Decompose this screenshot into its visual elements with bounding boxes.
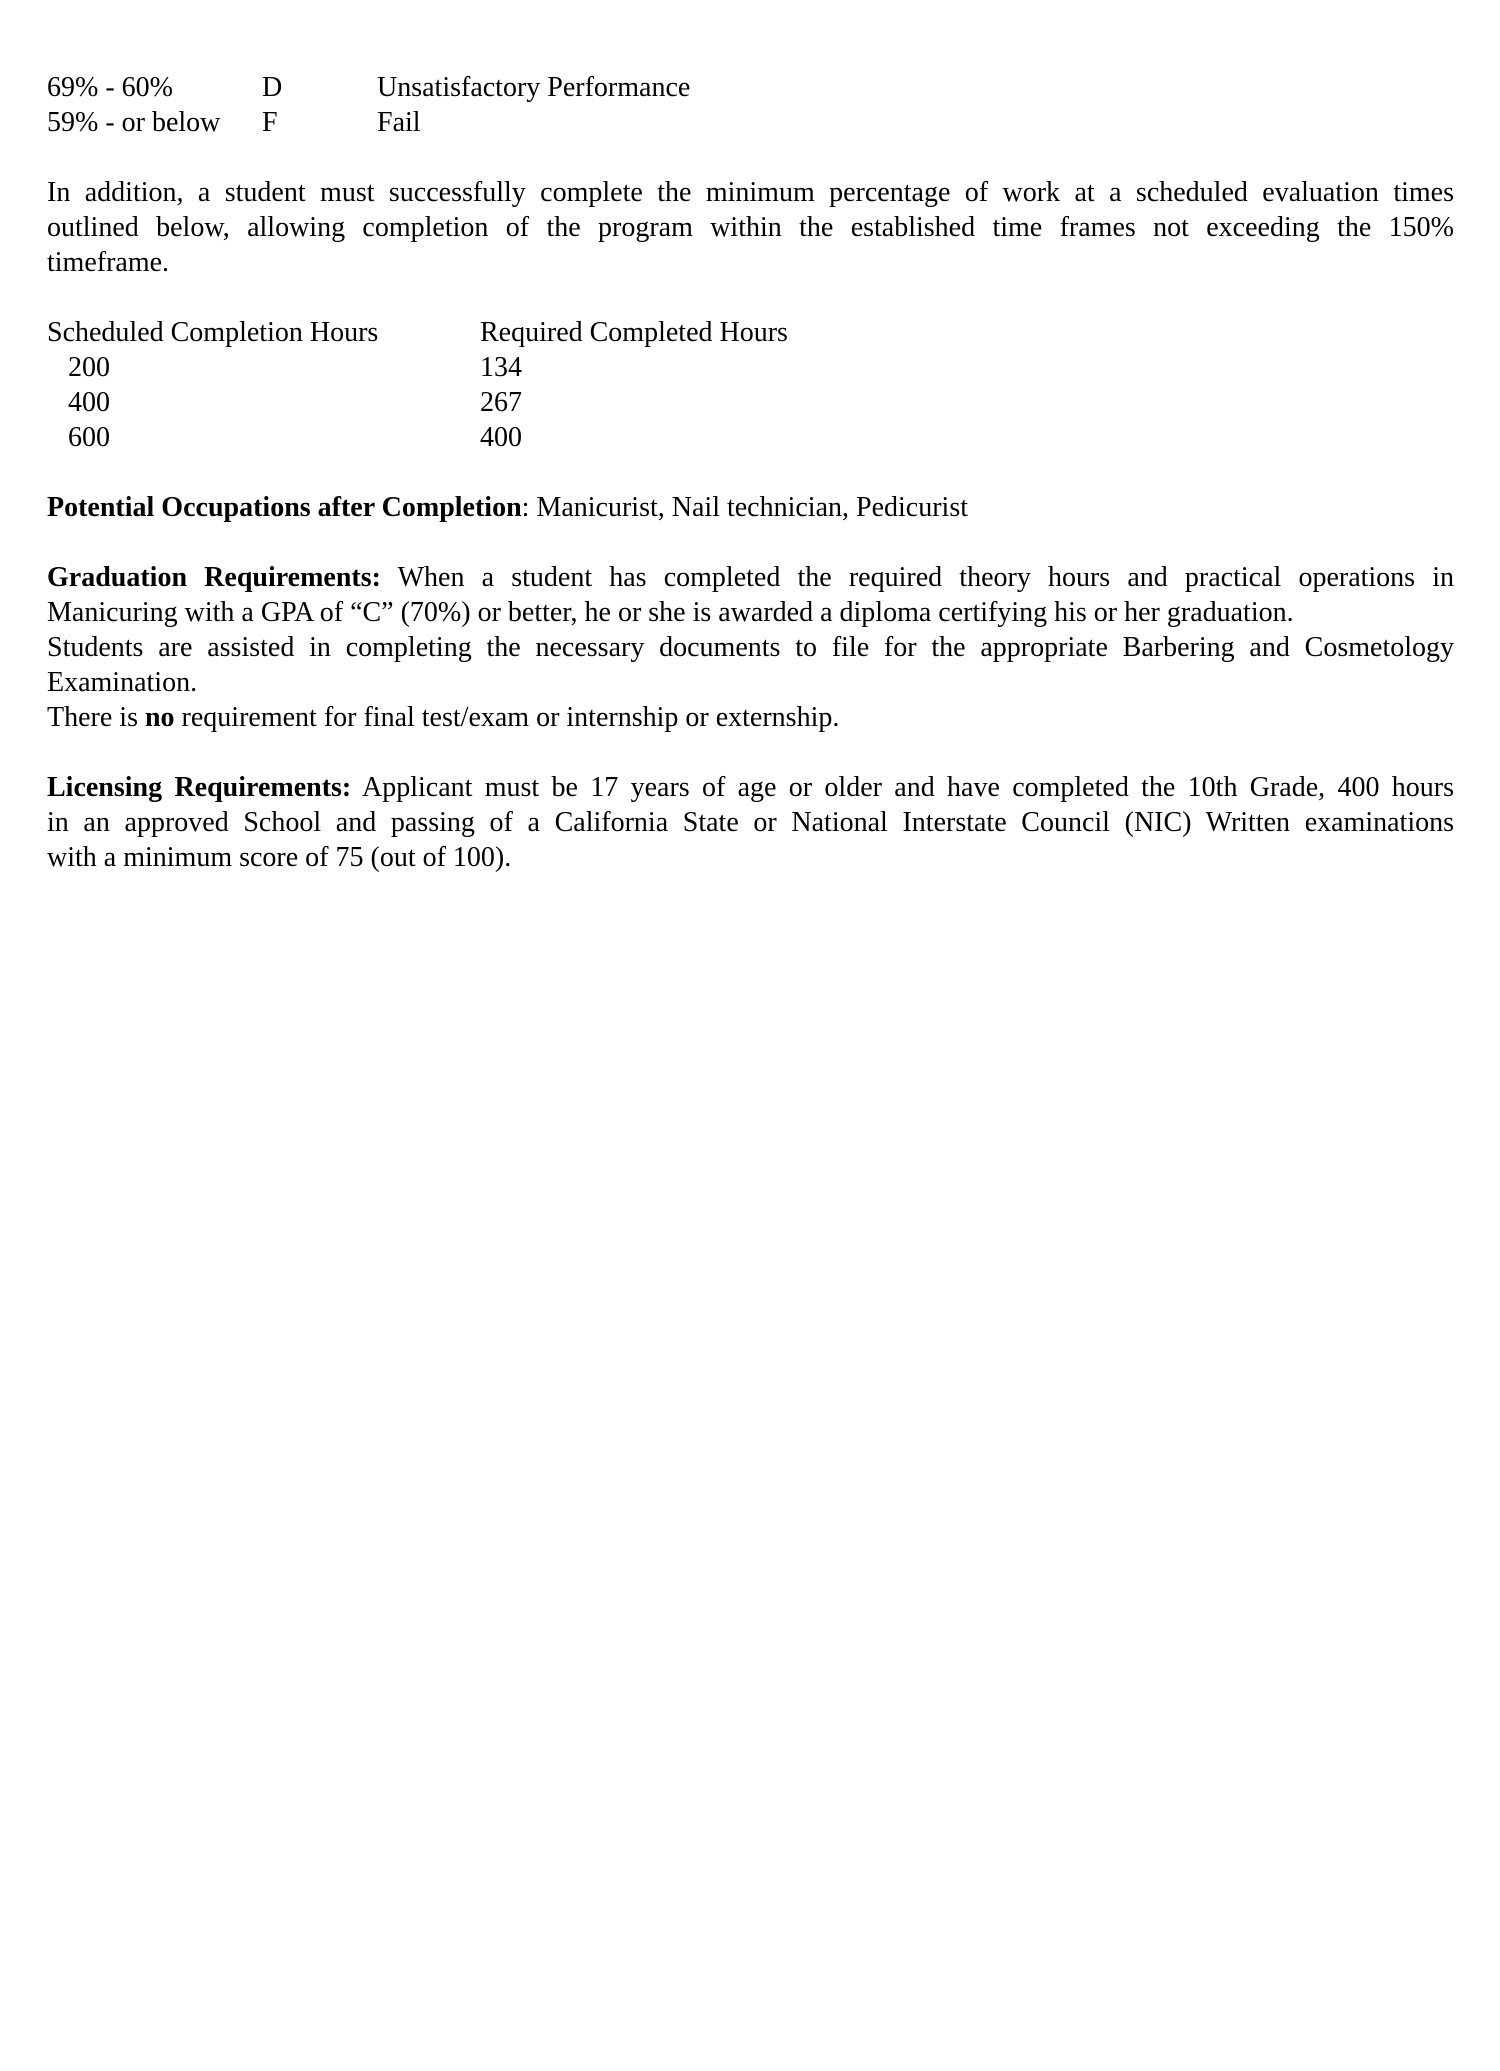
blank-line xyxy=(47,280,1454,315)
graduation-paragraph-line: Students are assisted in completing the necessary documents to file for the appropriate Barbering and Cosmetology xyxy=(47,632,1454,663)
licensing-paragraph-line: in an approved School and passing of a California State or National Interstate Council (NIC) Written examinations xyxy=(47,807,1454,838)
required-hours-header: Required Completed Hours xyxy=(480,317,788,348)
blank-line xyxy=(47,140,1454,175)
grade-letter: D xyxy=(262,72,283,103)
licensing-label: Licensing Requirements: xyxy=(47,772,352,803)
sap-paragraph-line: timeframe. xyxy=(47,247,170,278)
grade-letter: F xyxy=(262,107,278,138)
completion-table-header-row xyxy=(47,315,1454,350)
occupations-value: : Manicurist, Nail technician, Pedicurist xyxy=(521,492,969,523)
completion-table-row xyxy=(47,420,1454,455)
grade-description: Fail xyxy=(377,107,421,138)
grade-range: 59% - or below xyxy=(47,107,221,138)
scheduled-hours-header: Scheduled Completion Hours xyxy=(47,317,379,348)
graduation-paragraph-line: Examination. xyxy=(47,667,198,698)
occupations-line xyxy=(47,490,1454,525)
blank-line xyxy=(47,525,1454,560)
graduation-paragraph-line xyxy=(47,560,1454,595)
completion-table-row xyxy=(47,385,1454,420)
completion-table-row xyxy=(47,350,1454,385)
grading-scale-row xyxy=(47,70,1454,105)
scheduled-hours-value: 600 xyxy=(68,422,110,453)
graduation-text: There is xyxy=(47,702,145,733)
graduation-paragraph-line xyxy=(47,700,1454,735)
graduation-no-emphasis: no xyxy=(144,702,175,733)
sap-paragraph-line: In addition, a student must successfully complete the minimum percentage of work at a scheduled evaluation times xyxy=(47,177,1454,208)
scheduled-hours-value: 200 xyxy=(68,352,110,383)
graduation-label: Graduation Requirements: xyxy=(47,562,381,593)
required-hours-value: 400 xyxy=(480,422,522,453)
licensing-paragraph-line: with a minimum score of 75 (out of 100). xyxy=(47,842,512,873)
licensing-paragraph-line xyxy=(47,770,1454,805)
grade-range: 69% - 60% xyxy=(47,72,173,103)
document-content xyxy=(47,70,1454,875)
graduation-text: When a student has completed the required theory hours and practical operations in xyxy=(380,562,1455,593)
graduation-paragraph-line: Manicuring with a GPA of “C” (70%) or better, he or she is awarded a diploma certifying his or her graduation. xyxy=(47,597,1294,628)
required-hours-value: 134 xyxy=(480,352,522,383)
scheduled-hours-value: 400 xyxy=(68,387,110,418)
blank-line xyxy=(47,455,1454,490)
graduation-text: requirement for final test/exam or internship or externship. xyxy=(174,702,840,733)
occupations-label: Potential Occupations after Completion xyxy=(47,492,522,523)
sap-paragraph-line: outlined below, allowing completion of the program within the established time frames not exceeding the 150% xyxy=(47,212,1454,243)
grade-description: Unsatisfactory Performance xyxy=(377,72,691,103)
blank-line xyxy=(47,735,1454,770)
grading-scale-row xyxy=(47,105,1454,140)
licensing-text: Applicant must be 17 years of age or older and have completed the 10th Grade, 400 hours xyxy=(351,772,1455,803)
required-hours-value: 267 xyxy=(480,387,522,418)
